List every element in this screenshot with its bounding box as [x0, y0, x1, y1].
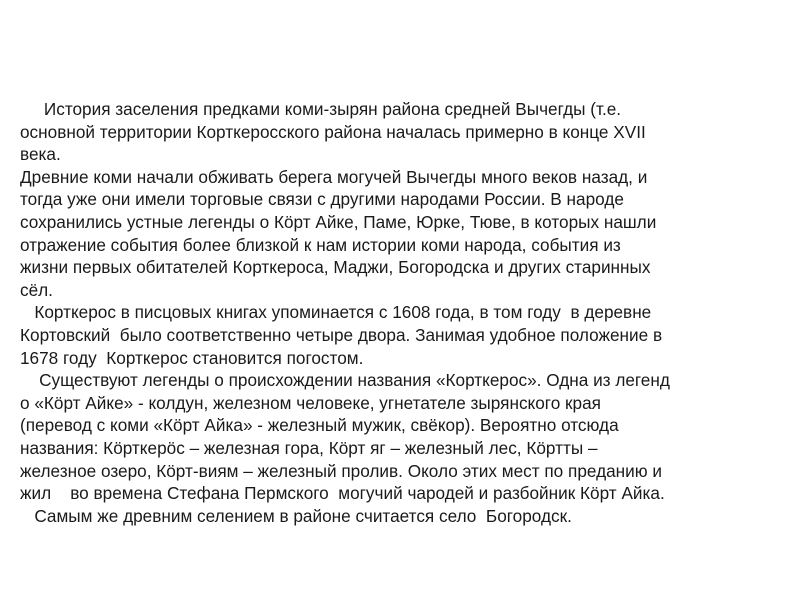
text-line: сохранились устные легенды о Кӧрт Айке, Паме, Юрке, Тюве, в которых нашли — [20, 211, 657, 232]
text-line: Самым же древним селением в районе считается село Богородск. — [20, 505, 572, 526]
text-line: тогда уже они имели торговые связи с другими народами России. В народе — [20, 189, 624, 210]
text-line: отражение события более близкой к нам истории коми народа, события из — [20, 234, 621, 255]
text-line: о «Кӧрт Айке» - колдун, железном человеке, угнетателе зырянского края — [20, 392, 601, 413]
text-line: Корткерос в писцовых книгах упоминается с 1608 года, в том году в деревне — [20, 302, 652, 323]
text-line: История заселения предками коми-зырян района средней Вычегды (т.е. — [20, 99, 622, 119]
text-line: жил во времена Стефана Пермского могучий чародей и разбойник Кӧрт Айка. — [20, 483, 665, 504]
text-line: Существуют легенды о происхождении названия «Корткерос». Одна из легенд — [20, 370, 670, 391]
text-line: века. — [20, 144, 61, 165]
text-line: (перевод с коми «Кӧрт Айка» - железный мужик, свёкор). Вероятно отсюда — [20, 415, 619, 436]
text-line: жизни первых обитателей Корткероса, Маджи, Богородска и других старинных — [20, 257, 651, 278]
text-line: сёл. — [20, 279, 53, 300]
text-line: основной территории Корткеросского района началась примерно в конце XVII — [20, 121, 646, 142]
text-line: железное озеро, Кӧрт-виям – железный пролив. Около этих мест по преданию и — [20, 460, 663, 481]
text-line: названия: Кӧрткерӧс – железная гора, Кӧрт яг – железный лес, Кӧртты – — [20, 437, 598, 458]
text-line: Кортовский было соответственно четыре двора. Занимая удобное положение в — [20, 324, 663, 345]
text-line: 1678 году Корткерос становится погостом. — [20, 347, 364, 368]
text-line: Древние коми начали обживать берега могучей Вычегды много веков назад, и — [20, 166, 648, 187]
document-text-block — [20, 98, 780, 527]
